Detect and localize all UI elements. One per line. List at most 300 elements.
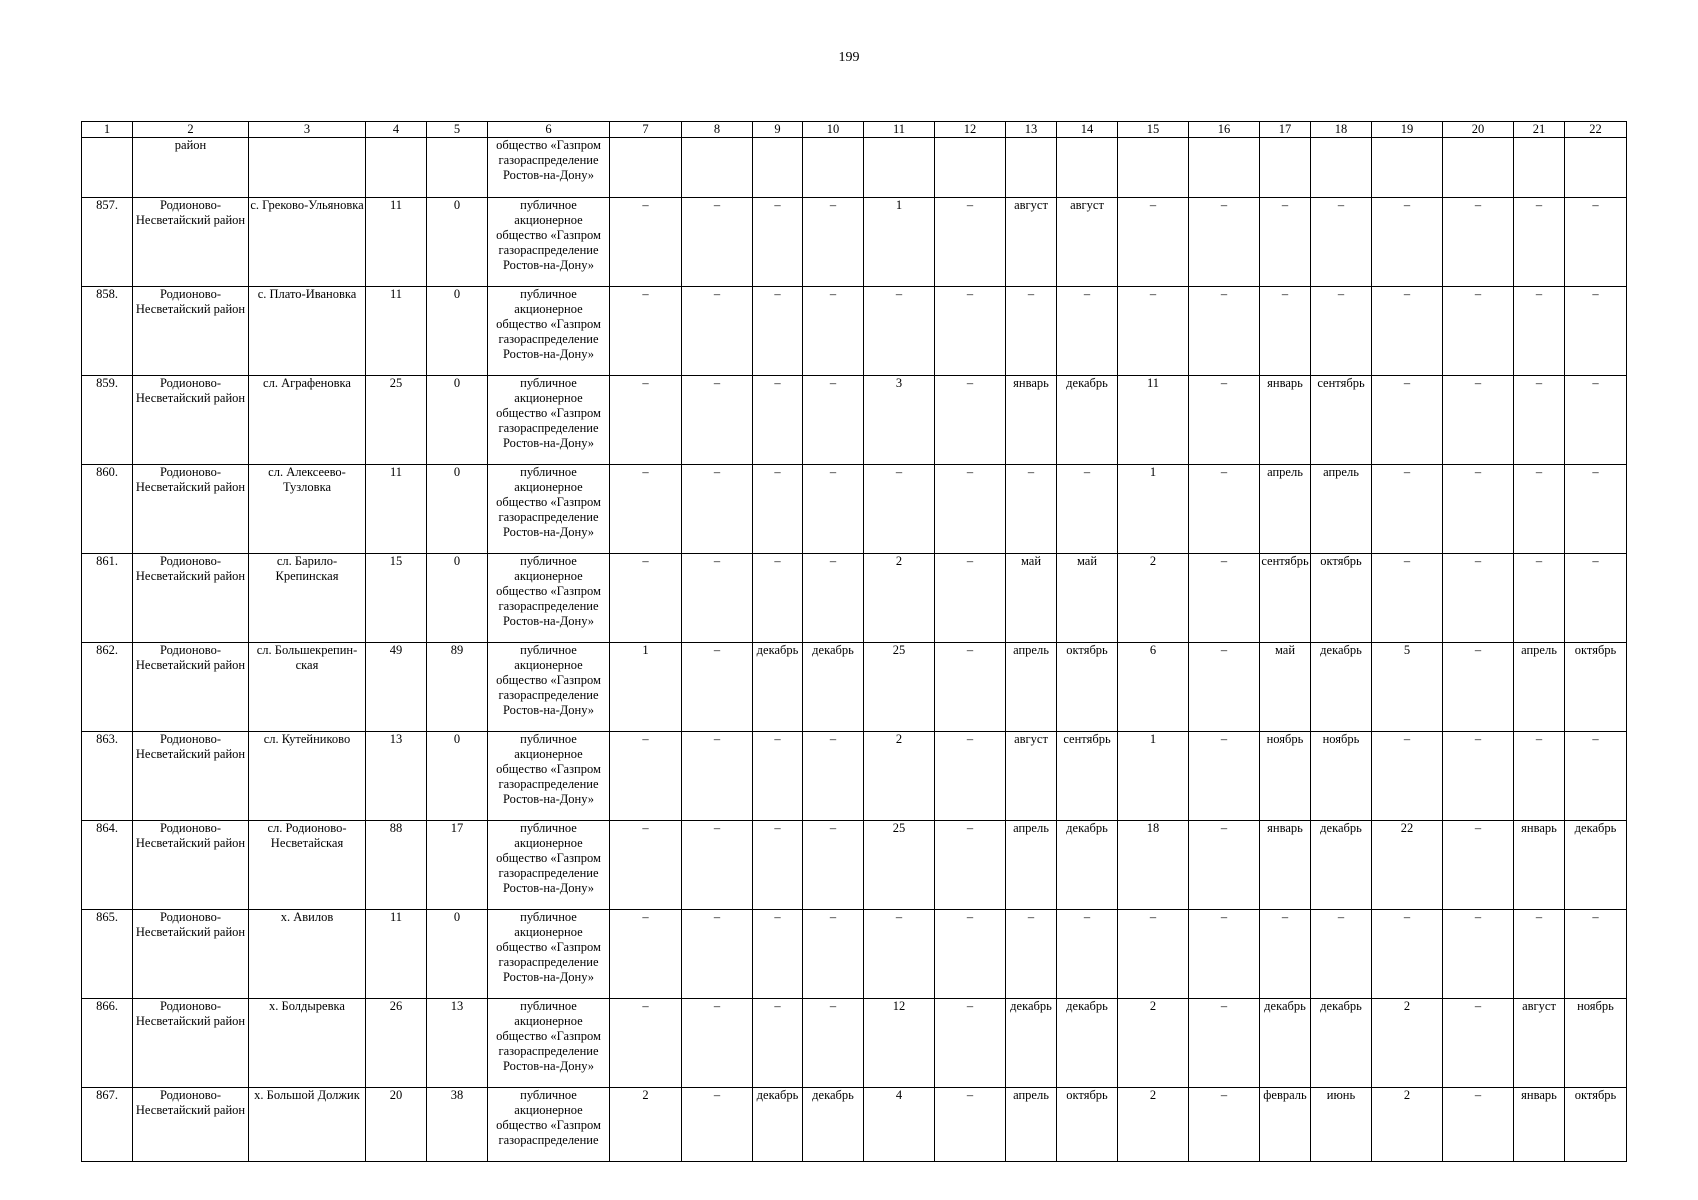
table-cell: 88 — [366, 821, 427, 910]
table-cell: – — [753, 465, 803, 554]
column-number: 6 — [488, 122, 610, 138]
table-cell: 0 — [427, 465, 488, 554]
table-cell: – — [935, 999, 1006, 1088]
table-cell: – — [1565, 376, 1627, 465]
table-row — [82, 732, 1627, 821]
table-cell: – — [1372, 465, 1443, 554]
table-cell: декабрь — [1006, 999, 1057, 1088]
table-cell: публичное акционерное общество «Газпром газораспределение Ростов-на-Дону» — [488, 732, 610, 821]
table-cell: декабрь — [753, 1088, 803, 1162]
table-cell: – — [682, 198, 753, 287]
table-cell: 2 — [1118, 554, 1189, 643]
table-cell: – — [1006, 465, 1057, 554]
table-cell: 4 — [864, 1088, 935, 1162]
table-cell: – — [1189, 643, 1260, 732]
table-cell: – — [1514, 732, 1565, 821]
table-cell: – — [1260, 287, 1311, 376]
table-cell: – — [1260, 910, 1311, 999]
table-cell: Родионово-Несветайский район — [133, 287, 249, 376]
table-cell: апрель — [1006, 1088, 1057, 1162]
table-cell: – — [1311, 198, 1372, 287]
continuation-row — [82, 138, 1627, 198]
table-cell: январь — [1260, 821, 1311, 910]
table-row — [82, 999, 1627, 1088]
table-cell: – — [1006, 287, 1057, 376]
table-cell: май — [1260, 643, 1311, 732]
table-cell: Родионово-Несветайский район — [133, 643, 249, 732]
table-cell: октябрь — [1311, 554, 1372, 643]
table-cell: апрель — [1514, 643, 1565, 732]
table-cell: – — [1565, 287, 1627, 376]
table-cell: – — [1006, 910, 1057, 999]
table-cell: публичное акционерное общество «Газпром газораспределение Ростов-на-Дону» — [488, 821, 610, 910]
table-cell: – — [935, 376, 1006, 465]
table-cell: – — [803, 821, 864, 910]
table-cell: 49 — [366, 643, 427, 732]
table-cell: 857. — [82, 198, 133, 287]
table-cell: апрель — [1311, 465, 1372, 554]
table-cell: декабрь — [1057, 999, 1118, 1088]
table-cell: 862. — [82, 643, 133, 732]
table-cell: – — [753, 732, 803, 821]
table-cell: – — [1057, 465, 1118, 554]
table-cell: 25 — [864, 643, 935, 732]
column-number: 7 — [610, 122, 682, 138]
table-cell: – — [753, 821, 803, 910]
table-cell: – — [1565, 198, 1627, 287]
table-cell — [1057, 138, 1118, 198]
table-cell: январь — [1514, 1088, 1565, 1162]
table-cell: публичное акционерное общество «Газпром газораспределение Ростов-на-Дону» — [488, 465, 610, 554]
table-cell: 0 — [427, 554, 488, 643]
table-cell: ноябрь — [1260, 732, 1311, 821]
table-cell: 861. — [82, 554, 133, 643]
column-number: 2 — [133, 122, 249, 138]
table-cell: август — [1514, 999, 1565, 1088]
table-row — [82, 821, 1627, 910]
table-cell: – — [1514, 554, 1565, 643]
table-cell: – — [1372, 554, 1443, 643]
table-cell — [1514, 138, 1565, 198]
table-cell: декабрь — [1565, 821, 1627, 910]
table-cell: Родионово-Несветайский район — [133, 198, 249, 287]
table-cell: декабрь — [753, 643, 803, 732]
table-cell: Родионово-Несветайский район — [133, 465, 249, 554]
table-cell: май — [1057, 554, 1118, 643]
table-cell: – — [1260, 198, 1311, 287]
table-cell: Родионово-Несветайский район — [133, 376, 249, 465]
table-cell: – — [1311, 287, 1372, 376]
table-cell — [803, 138, 864, 198]
table-cell — [1189, 138, 1260, 198]
table-cell: – — [1443, 465, 1514, 554]
table-cell: декабрь — [1057, 376, 1118, 465]
table-cell: – — [1565, 732, 1627, 821]
table-cell: 859. — [82, 376, 133, 465]
table-cell: – — [682, 732, 753, 821]
table-cell: – — [610, 732, 682, 821]
table-cell: 89 — [427, 643, 488, 732]
table-cell: сентябрь — [1260, 554, 1311, 643]
table-cell: – — [1565, 465, 1627, 554]
table-cell: – — [753, 999, 803, 1088]
table-cell: ноябрь — [1311, 732, 1372, 821]
table-cell: – — [610, 376, 682, 465]
table-cell: сентябрь — [1057, 732, 1118, 821]
table-cell: сл. Большекрепин-ская — [249, 643, 366, 732]
table-cell: 25 — [864, 821, 935, 910]
table-cell: 2 — [1118, 999, 1189, 1088]
table-cell: 1 — [610, 643, 682, 732]
table-cell: 0 — [427, 287, 488, 376]
table-cell: публичное акционерное общество «Газпром газораспределение Ростов-на-Дону» — [488, 643, 610, 732]
table-cell: – — [1514, 287, 1565, 376]
column-number: 8 — [682, 122, 753, 138]
table-cell: – — [1443, 376, 1514, 465]
table-cell: 22 — [1372, 821, 1443, 910]
table-cell: – — [935, 198, 1006, 287]
table-cell: 13 — [427, 999, 488, 1088]
table-cell: район — [133, 138, 249, 198]
table-cell: 1 — [864, 198, 935, 287]
table-cell: 1 — [1118, 465, 1189, 554]
table-cell: январь — [1514, 821, 1565, 910]
table-cell — [682, 138, 753, 198]
column-number: 19 — [1372, 122, 1443, 138]
table-cell: 860. — [82, 465, 133, 554]
table-cell: 0 — [427, 910, 488, 999]
table-cell: декабрь — [1311, 821, 1372, 910]
table-cell: – — [610, 465, 682, 554]
column-number: 3 — [249, 122, 366, 138]
table-cell: – — [935, 287, 1006, 376]
column-number: 11 — [864, 122, 935, 138]
table-cell: – — [1189, 910, 1260, 999]
column-number: 12 — [935, 122, 1006, 138]
table-cell: – — [682, 643, 753, 732]
table-cell: – — [1118, 910, 1189, 999]
table-cell: 11 — [366, 198, 427, 287]
table-cell: – — [1372, 376, 1443, 465]
table-cell: – — [803, 910, 864, 999]
table-cell: – — [803, 376, 864, 465]
table-cell: х. Большой Должик — [249, 1088, 366, 1162]
table-cell — [1443, 138, 1514, 198]
table-cell: – — [1565, 554, 1627, 643]
table-cell: общество «Газпром газораспределение Ростов-на-Дону» — [488, 138, 610, 198]
table-cell: публичное акционерное общество «Газпром газораспределение Ростов-на-Дону» — [488, 999, 610, 1088]
table-cell: – — [935, 821, 1006, 910]
table-cell: 2 — [1118, 1088, 1189, 1162]
column-number: 16 — [1189, 122, 1260, 138]
table-cell: – — [682, 465, 753, 554]
table-cell: – — [682, 999, 753, 1088]
column-number: 18 — [1311, 122, 1372, 138]
table-cell: ноябрь — [1565, 999, 1627, 1088]
column-number: 5 — [427, 122, 488, 138]
table-cell: – — [1443, 198, 1514, 287]
table-cell: – — [1189, 821, 1260, 910]
table-cell: 2 — [864, 732, 935, 821]
column-number: 22 — [1565, 122, 1627, 138]
table-cell: – — [935, 732, 1006, 821]
table-cell: х. Болдыревка — [249, 999, 366, 1088]
table-cell: 858. — [82, 287, 133, 376]
table-cell: – — [1118, 198, 1189, 287]
table-cell: 866. — [82, 999, 133, 1088]
table-cell: 867. — [82, 1088, 133, 1162]
table-cell: октябрь — [1565, 643, 1627, 732]
table-cell: 3 — [864, 376, 935, 465]
table-cell: – — [610, 999, 682, 1088]
table-cell: с. Плато-Ивановка — [249, 287, 366, 376]
table-cell: – — [753, 910, 803, 999]
column-number: 9 — [753, 122, 803, 138]
table-cell: 0 — [427, 732, 488, 821]
table-cell: – — [682, 821, 753, 910]
table-cell: – — [753, 376, 803, 465]
table-cell — [366, 138, 427, 198]
table-cell: – — [935, 910, 1006, 999]
column-number: 20 — [1443, 122, 1514, 138]
table-cell: – — [1443, 821, 1514, 910]
table-cell: 12 — [864, 999, 935, 1088]
column-number: 4 — [366, 122, 427, 138]
table-cell: 2 — [610, 1088, 682, 1162]
table-cell: – — [1443, 999, 1514, 1088]
table-cell: – — [803, 732, 864, 821]
table-cell: – — [1443, 643, 1514, 732]
table-cell: декабрь — [1311, 999, 1372, 1088]
table-cell: – — [753, 198, 803, 287]
table-cell: февраль — [1260, 1088, 1311, 1162]
table-row — [82, 554, 1627, 643]
table-cell: август — [1006, 198, 1057, 287]
table-cell — [1372, 138, 1443, 198]
column-number: 1 — [82, 122, 133, 138]
table-row — [82, 465, 1627, 554]
table-cell: 26 — [366, 999, 427, 1088]
table-cell: – — [1372, 287, 1443, 376]
table-cell: 20 — [366, 1088, 427, 1162]
table-cell: – — [1189, 554, 1260, 643]
table-cell: – — [1118, 287, 1189, 376]
table-cell: Родионово-Несветайский район — [133, 1088, 249, 1162]
schedule-table — [81, 121, 1627, 1162]
table-cell: публичное акционерное общество «Газпром газораспределение Ростов-на-Дону» — [488, 198, 610, 287]
table-cell: – — [803, 198, 864, 287]
column-number: 13 — [1006, 122, 1057, 138]
table-cell: – — [610, 287, 682, 376]
table-cell: – — [864, 465, 935, 554]
table-cell — [1260, 138, 1311, 198]
table-cell: август — [1057, 198, 1118, 287]
table-cell: – — [1443, 554, 1514, 643]
table-cell: сл. Кутейниково — [249, 732, 366, 821]
table-cell: публичное акционерное общество «Газпром газораспределение Ростов-на-Дону» — [488, 287, 610, 376]
table-cell: Родионово-Несветайский район — [133, 999, 249, 1088]
table-cell: май — [1006, 554, 1057, 643]
table-cell: сл. Аграфеновка — [249, 376, 366, 465]
table-cell: – — [1443, 910, 1514, 999]
table-cell: август — [1006, 732, 1057, 821]
table-cell: 2 — [1372, 999, 1443, 1088]
table-cell: 0 — [427, 376, 488, 465]
table-cell: 38 — [427, 1088, 488, 1162]
table-cell: апрель — [1260, 465, 1311, 554]
table-cell: – — [1189, 376, 1260, 465]
table-cell: 11 — [366, 465, 427, 554]
table-cell: – — [682, 1088, 753, 1162]
table-cell: Родионово-Несветайский район — [133, 821, 249, 910]
table-cell: – — [682, 287, 753, 376]
table-cell: – — [753, 554, 803, 643]
table-cell: – — [1372, 732, 1443, 821]
table-cell: декабрь — [1311, 643, 1372, 732]
column-number: 15 — [1118, 122, 1189, 138]
table-cell: апрель — [1006, 821, 1057, 910]
table-cell: – — [864, 910, 935, 999]
table-cell: сл. Барило-Крепинская — [249, 554, 366, 643]
table-cell: – — [1443, 287, 1514, 376]
table-cell: 13 — [366, 732, 427, 821]
table-cell: – — [610, 821, 682, 910]
table-cell: – — [1443, 732, 1514, 821]
table-cell: 6 — [1118, 643, 1189, 732]
table-cell: 864. — [82, 821, 133, 910]
table-cell: Родионово-Несветайский район — [133, 732, 249, 821]
table-cell: – — [682, 554, 753, 643]
page-number: 199 — [838, 50, 860, 65]
table-cell: публичное акционерное общество «Газпром газораспределение Ростов-на-Дону» — [488, 910, 610, 999]
table-cell: – — [1189, 198, 1260, 287]
table-cell: – — [610, 910, 682, 999]
table-cell: 865. — [82, 910, 133, 999]
table-cell: июнь — [1311, 1088, 1372, 1162]
table-cell: октябрь — [1057, 1088, 1118, 1162]
table-cell: – — [803, 287, 864, 376]
table-cell: 863. — [82, 732, 133, 821]
table-cell: 2 — [864, 554, 935, 643]
table-cell: – — [935, 643, 1006, 732]
table-cell — [1006, 138, 1057, 198]
table-cell: апрель — [1006, 643, 1057, 732]
column-number: 14 — [1057, 122, 1118, 138]
table-cell: декабрь — [803, 1088, 864, 1162]
table-cell: – — [1189, 1088, 1260, 1162]
table-cell: – — [610, 198, 682, 287]
table-cell: – — [1189, 732, 1260, 821]
table-cell: декабрь — [803, 643, 864, 732]
table-cell: с. Греково-Ульяновка — [249, 198, 366, 287]
table-cell: – — [682, 910, 753, 999]
column-number-row — [82, 122, 1627, 138]
table-row — [82, 287, 1627, 376]
table-cell: – — [1443, 1088, 1514, 1162]
table-cell: публичное акционерное общество «Газпром газораспределение Ростов-на-Дону» — [488, 554, 610, 643]
table-cell: 11 — [1118, 376, 1189, 465]
table-cell: 0 — [427, 198, 488, 287]
table-cell: октябрь — [1057, 643, 1118, 732]
table-cell: – — [1514, 910, 1565, 999]
table-cell: октябрь — [1565, 1088, 1627, 1162]
table-row — [82, 376, 1627, 465]
table-cell — [82, 138, 133, 198]
table-cell: – — [1372, 198, 1443, 287]
table-cell: – — [864, 287, 935, 376]
table-cell — [864, 138, 935, 198]
table-cell: Родионово-Несветайский район — [133, 910, 249, 999]
table-cell: 1 — [1118, 732, 1189, 821]
table-cell: декабрь — [1260, 999, 1311, 1088]
table-cell: декабрь — [1057, 821, 1118, 910]
table-cell: – — [753, 287, 803, 376]
table-cell: – — [1514, 376, 1565, 465]
table-cell: – — [803, 999, 864, 1088]
table-cell: – — [935, 554, 1006, 643]
table-cell: публичное акционерное общество «Газпром газораспределение Ростов-на-Дону» — [488, 376, 610, 465]
table-cell: публичное акционерное общество «Газпром газораспределение — [488, 1088, 610, 1162]
table-cell: х. Авилов — [249, 910, 366, 999]
table-cell — [249, 138, 366, 198]
column-number: 17 — [1260, 122, 1311, 138]
table-cell: Родионово-Несветайский район — [133, 554, 249, 643]
table-cell — [753, 138, 803, 198]
table-cell: – — [1057, 287, 1118, 376]
table-row — [82, 643, 1627, 732]
table-cell: 11 — [366, 287, 427, 376]
table-cell: – — [610, 554, 682, 643]
table-cell — [427, 138, 488, 198]
table-cell: 2 — [1372, 1088, 1443, 1162]
table-cell: 11 — [366, 910, 427, 999]
table-cell: – — [1057, 910, 1118, 999]
table-cell: – — [1189, 999, 1260, 1088]
table-cell: – — [1565, 910, 1627, 999]
table-row — [82, 198, 1627, 287]
table-cell: 25 — [366, 376, 427, 465]
table-cell: – — [935, 1088, 1006, 1162]
table-cell: – — [1372, 910, 1443, 999]
table-cell — [1311, 138, 1372, 198]
table-cell: – — [803, 465, 864, 554]
table-cell: – — [1514, 198, 1565, 287]
table-cell: 15 — [366, 554, 427, 643]
table-cell: январь — [1260, 376, 1311, 465]
table-cell: сл. Родионово-Несветайская — [249, 821, 366, 910]
table-cell: – — [803, 554, 864, 643]
table-cell: – — [1189, 465, 1260, 554]
table-cell: – — [1311, 910, 1372, 999]
table-row — [82, 910, 1627, 999]
table-cell: сл. Алексеево-Тузловка — [249, 465, 366, 554]
table-cell — [1118, 138, 1189, 198]
table-row — [82, 1088, 1627, 1162]
table-cell: – — [1514, 465, 1565, 554]
table-cell — [610, 138, 682, 198]
table-cell: сентябрь — [1311, 376, 1372, 465]
table-cell: 5 — [1372, 643, 1443, 732]
table-cell: – — [1189, 287, 1260, 376]
table-cell: 18 — [1118, 821, 1189, 910]
table-cell: 17 — [427, 821, 488, 910]
table-cell: январь — [1006, 376, 1057, 465]
column-number: 10 — [803, 122, 864, 138]
table-cell — [935, 138, 1006, 198]
table-cell: – — [682, 376, 753, 465]
table-cell: – — [935, 465, 1006, 554]
column-number: 21 — [1514, 122, 1565, 138]
